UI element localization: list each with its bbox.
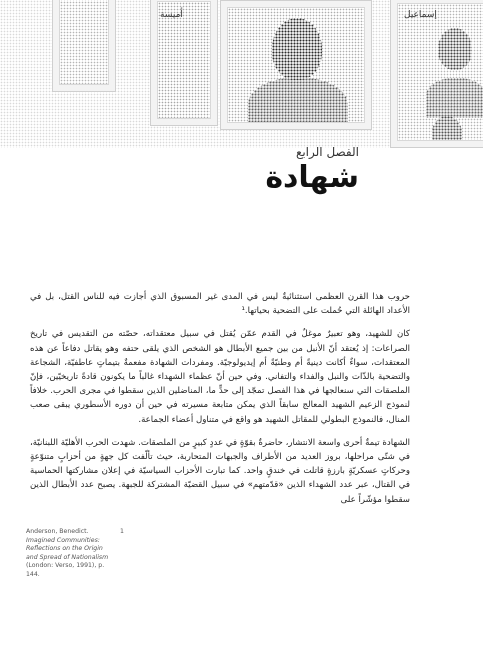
portrait-frame-center bbox=[220, 0, 372, 130]
portrait-frame-inner bbox=[59, 0, 109, 85]
portrait-head bbox=[272, 18, 322, 80]
footnote-number: 1 bbox=[120, 528, 124, 535]
portrait-frame-right bbox=[390, 0, 483, 148]
strip-label-left: ﺃﻣﻴﺴﺔ bbox=[160, 10, 183, 20]
chapter-label: الفصل الرابع bbox=[295, 145, 359, 159]
portrait-frame-left bbox=[52, 0, 116, 92]
footnote-title: Imagined Communities: Reflections on the Origin and Spread of Nationalism bbox=[26, 536, 109, 561]
portrait-frame-inner bbox=[397, 3, 483, 141]
portrait-frame-inner bbox=[227, 7, 365, 123]
body-text bbox=[30, 290, 410, 516]
chapter-title: شهادة bbox=[265, 160, 359, 195]
strip-label-right: ﺇﺳﻤﺎﻋﻴﻞ bbox=[404, 10, 437, 20]
portrait-shoulders bbox=[426, 78, 483, 118]
footnote-publisher: (London: Verso, 1991), p. 144. bbox=[26, 562, 105, 578]
portrait-texture bbox=[60, 0, 108, 84]
body-paragraph: الشهادة تيمةٌ أحرى واسعة الانتشار، حاضرةٌ بقوّةٍ في عددٍ كبيرٍ من الملصقات. شهدت الحرب الأهليّة اللبنانيّة، في شتّى مراحلها، بروز العديد من الأطراف والجبهات المتحاربة، حيث تألّفت كل جهةٍ من أحزابٍ متنوّعةٍ وحركاتٍ عسكريّةٍ بارزةٍ قاتلت في خندقٍ واحد. كما تبارت الأحزاب السياسيّة في إعلان مشاركتها الحماسية في القتال، عبر عدد الشهداء الذين «قدّمتهم» في سبيل القضيّة المشتركة للجبهة. يصبح عدد الأبطال الذين سقطوا مؤشّراً على bbox=[30, 437, 410, 505]
portrait-head bbox=[438, 28, 472, 70]
portrait-shoulders bbox=[248, 78, 348, 123]
footnote bbox=[26, 528, 114, 580]
body-paragraph: كان للشهيد، وهو تعبيرٌ موغلٌ في القدم عمّن يُقتل في سبيل معتقداته، حصّته من التقديس في تاريخ الصراعات: إذ يُعتقد أنّ الأنبل من بين جميع الأبطال هو الشخص الذي يلقى حتفه وهو يقاتل دفاعاً عن هذه المعتقدات، سواءٌ أكانت دينيةً أم وطنيّةً أم إيديولوجيّة. ومفردات الشهادة مفعمةٌ بتيماتٍ عاطفيّة، الشجاعة والتضحية بالذّات والنبل والفداء والتفاني. وفي حين أنّ عظماء الشهداء غالباً ما يكونون قادةً تاريخيّين، فإنّ الملصقات التي سنعالجها في هذا الفصل تمجّد إلى حدٍّ ما، المناضلين الذين سقطوا في مجرى الحرب. خلافاً لنموذج الزعيم الشهيد المعالج سابقاً الذي يمكن متابعة مسيرته في حين أن دوره الأسطوري يبقى صعب المنال، فالنموذج البطولي للمقاتل الشهيد هو واقع في متناول أعضاء الجماعة. bbox=[30, 329, 410, 425]
body-paragraph: حروب هذا القرن العظمى استثنائيةٌ ليس في المدى غير المسبوق الذي أجازت فيه للناس القتل، بل في الأعداد الهائلة التي حُملت على التضحية بحياتها.¹ bbox=[30, 292, 410, 317]
footnote-author: Anderson, Benedict. bbox=[26, 528, 89, 535]
halftone-photo-strip bbox=[0, 0, 483, 148]
